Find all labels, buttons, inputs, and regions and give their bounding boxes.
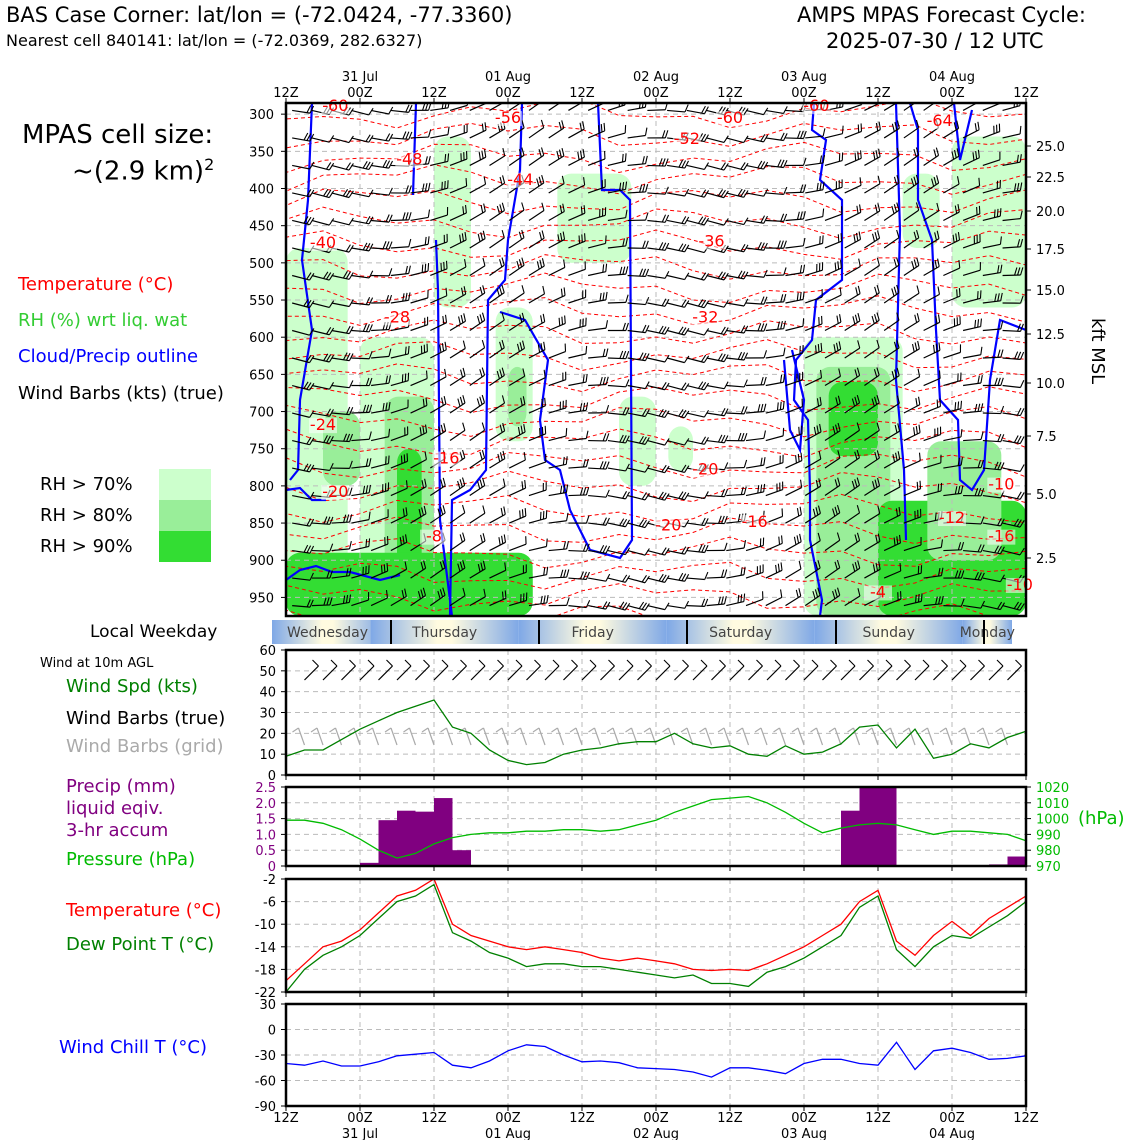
wind-barb-feather	[601, 124, 602, 132]
wind-barb-feather	[525, 508, 526, 516]
top-hour-label: 00Z	[939, 86, 965, 101]
wind-tick-label: 50	[259, 664, 276, 680]
bottom-hour-label: 12Z	[273, 1111, 299, 1126]
contour-label: -56	[494, 108, 522, 128]
wind-barb-feather	[782, 535, 783, 543]
top-hour-label: 00Z	[643, 86, 669, 101]
wind-barb-feather	[427, 371, 428, 379]
wind-barb-staff	[312, 551, 330, 552]
contour-label: -40	[309, 232, 337, 252]
wind-barb-feather	[384, 564, 385, 572]
pressure-tick-label: 1000	[1036, 812, 1070, 828]
bottom-date-label: 04 Aug	[928, 1127, 976, 1140]
wind-barb-feather	[446, 288, 447, 296]
top-hour-label: 12Z	[569, 86, 595, 101]
contour-label: -64	[926, 111, 953, 131]
precip-bar	[1008, 857, 1027, 866]
top-hour-label: 12Z	[1013, 86, 1039, 101]
top-hour-label: 12Z	[865, 86, 891, 101]
precip-bar	[416, 812, 435, 866]
cell-size-exponent: 2	[204, 155, 215, 174]
wind-barb-staff	[608, 302, 626, 303]
weekday-label: Monday	[959, 625, 1015, 641]
wind-barb-feather	[818, 344, 819, 352]
wind-barb-feather	[958, 401, 959, 409]
contour-label: -36	[698, 231, 725, 251]
kft-tick-label: 17.5	[1036, 243, 1065, 258]
temp-tick-label: -2	[263, 873, 276, 888]
wind-barb-feather	[581, 206, 582, 214]
wind-barb-feather	[821, 343, 822, 351]
wind-barb-feather	[559, 318, 560, 326]
wind-barb-feather	[920, 481, 921, 489]
top-hour-label: 00Z	[495, 86, 521, 101]
wind-barb-feather	[841, 233, 842, 241]
kft-tick-label: 22.5	[1036, 171, 1065, 186]
wind-barb-feather	[542, 399, 543, 407]
contour-label: -4	[870, 582, 886, 602]
pressure-tick-label: 300	[249, 108, 274, 124]
top-hour-label: 12Z	[273, 86, 299, 101]
contour-label: -20	[322, 482, 349, 502]
cross-section-panel	[249, 92, 1065, 634]
bottom-date-label: 02 Aug	[632, 1127, 680, 1140]
kft-msl-label: kft MSL	[1087, 318, 1108, 385]
bottom-hour-label: 12Z	[421, 1111, 447, 1126]
wind-barb-staff	[943, 606, 961, 607]
weekday-label: Sunday	[862, 625, 915, 641]
precip-tick-label: 1.5	[255, 812, 276, 828]
wind-tick-label: 0	[267, 769, 276, 784]
rh-region	[829, 382, 878, 456]
wind-barb-staff	[351, 358, 369, 359]
pressure-label: Pressure (hPa)	[66, 849, 196, 870]
wind-barb-feather	[855, 153, 856, 161]
header-subtitle-right: 2025-07-30 / 12 UTC	[826, 29, 1044, 53]
wind-barb-feather	[582, 234, 583, 242]
rh90-label: RH > 90%	[40, 536, 133, 557]
wind-barb-feather	[584, 205, 585, 213]
top-hour-label: 00Z	[347, 86, 373, 101]
wind-barbs-true-label: Wind Barbs (true)	[66, 708, 226, 729]
wind-barb-feather	[803, 318, 804, 326]
wind-barb-feather	[997, 209, 998, 217]
precip-bar	[860, 787, 879, 866]
bottom-date-label: 01 Aug	[484, 1127, 532, 1140]
temp-tick-label: -18	[254, 963, 276, 979]
weekday-band	[272, 620, 1015, 644]
local-weekday-label: Local Weekday	[90, 622, 218, 642]
wind-panel	[259, 644, 1026, 784]
wind-barb-feather	[744, 594, 745, 602]
weekday-label: Wednesday	[286, 625, 369, 641]
wind-barb-feather	[1020, 126, 1021, 134]
precip-tick-label: 2.5	[255, 781, 276, 796]
legend-temperature: Temperature (°C)	[18, 274, 174, 295]
contour-label: -44	[507, 169, 534, 189]
header-title-left: BAS Case Corner: lat/lon = (-72.0424, -77.3360)	[6, 3, 513, 27]
contour-label: -16	[741, 511, 768, 531]
legend-cloud: Cloud/Precip outline	[18, 346, 199, 367]
cell-size-label: MPAS cell size:	[22, 120, 214, 150]
kft-tick-label: 20.0	[1036, 205, 1065, 220]
wind-barb-feather	[625, 153, 626, 161]
pressure-tick-label: 800	[249, 479, 274, 495]
contour-label: -10	[1006, 574, 1033, 594]
wind-barb-feather	[895, 95, 897, 103]
wind-barb-feather	[445, 154, 446, 162]
bottom-hour-label: 00Z	[791, 1111, 817, 1126]
wind-tick-label: 20	[259, 727, 276, 743]
wind-barb-feather	[566, 428, 567, 436]
precip-bar	[841, 811, 860, 866]
contour-label: -60	[322, 96, 349, 116]
legend-wind-barbs: Wind Barbs (kts) (true)	[18, 383, 224, 404]
temp-tick-label: -10	[254, 918, 276, 934]
wind-barb-feather	[979, 178, 980, 186]
wind-barb-feather	[545, 398, 546, 406]
top-date-label: 02 Aug	[632, 70, 680, 85]
contour-label: -60	[716, 108, 744, 128]
wind-barb-feather	[934, 94, 936, 102]
wind-barb-feather	[918, 594, 919, 602]
rh70-label: RH > 70%	[40, 474, 133, 495]
wind-barb-feather	[586, 346, 587, 354]
wind-barb-feather	[779, 537, 780, 545]
wind-barb-feather	[448, 153, 449, 161]
kft-tick-label: 15.0	[1036, 284, 1065, 299]
temp-tick-label: -6	[263, 895, 276, 911]
wind-barb-feather	[780, 402, 781, 410]
chill-tick-label: -90	[254, 1100, 276, 1115]
kft-tick-label: 2.5	[1036, 552, 1057, 567]
chill-tick-label: -30	[254, 1049, 276, 1064]
header-title-right: AMPS MPAS Forecast Cycle:	[797, 3, 1086, 27]
top-date-label: 04 Aug	[928, 70, 976, 85]
wind-barb-feather	[502, 592, 503, 600]
temperature-panel	[255, 873, 1026, 1001]
wind-barb-feather	[914, 94, 916, 102]
weekday-label: Saturday	[709, 625, 773, 641]
pressure-tick-label: 950	[249, 591, 274, 607]
wind-barb-feather	[562, 317, 563, 325]
legend-rh: RH (%) wrt liq. wat	[18, 310, 188, 331]
bottom-hour-label: 00Z	[939, 1111, 965, 1126]
bottom-hour-label: 12Z	[717, 1111, 743, 1126]
precip-label-2: liquid eqiv.	[66, 798, 164, 819]
wind-barb-feather	[599, 125, 600, 133]
wind-barb-feather	[900, 563, 901, 571]
contour-label: -48	[396, 149, 423, 169]
bottom-hour-label: 00Z	[643, 1111, 669, 1126]
windchill-label: Wind Chill T (°C)	[59, 1037, 207, 1058]
contour-label: -52	[673, 128, 700, 148]
precip-tick-label: 0.5	[255, 844, 276, 860]
top-date-label: 01 Aug	[484, 70, 532, 85]
wind-barb-feather	[561, 93, 563, 101]
contour-label: -24	[309, 415, 337, 435]
precip-tick-label: 2.0	[255, 796, 276, 812]
contour-label: -16	[988, 526, 1015, 546]
wind-barb-feather	[579, 235, 580, 243]
contour-label: -8	[426, 526, 442, 546]
precip-bar	[878, 787, 897, 866]
precip-bar	[434, 798, 453, 866]
wind-barb-feather	[407, 480, 408, 488]
wind-tick-label: 40	[259, 685, 276, 701]
pressure-tick-label: 400	[249, 182, 274, 198]
top-hour-label: 00Z	[791, 86, 817, 101]
top-date-label: 31 Jul	[341, 70, 379, 85]
wind-barb-feather	[1000, 208, 1001, 216]
bottom-hour-label: 12Z	[569, 1111, 595, 1126]
rh80-label: RH > 80%	[40, 505, 133, 526]
kft-tick-label: 7.5	[1036, 430, 1057, 445]
wind-barb-feather	[604, 95, 605, 103]
wind-tick-label: 10	[259, 748, 276, 764]
contour-label: -20	[692, 459, 719, 479]
wind-barb-feather	[939, 370, 940, 378]
pressure-tick-label: 1010	[1036, 796, 1070, 812]
wind-barb-feather	[955, 402, 956, 410]
pressure-tick-label: 980	[1036, 844, 1061, 860]
wind-barb-feather	[898, 93, 900, 101]
wind-barb-feather	[381, 565, 382, 573]
wind-barb-feather	[539, 94, 541, 102]
pressure-tick-label: 850	[249, 517, 274, 533]
wind-barb-feather	[604, 123, 605, 131]
wind-barb-feather	[741, 594, 742, 602]
wind-barb-feather	[505, 590, 506, 598]
temp-tick-label: -14	[254, 940, 276, 956]
bottom-date-label: 31 Jul	[341, 1127, 379, 1140]
wind-barb-feather	[916, 595, 917, 603]
pressure-tick-label: 900	[249, 554, 274, 570]
kft-tick-label: 5.0	[1036, 488, 1057, 503]
weekday-label: Thursday	[412, 625, 478, 641]
wind-barb-feather	[565, 316, 566, 324]
wind-tick-label: 60	[259, 644, 276, 659]
wind-barb-feather	[541, 92, 543, 100]
wind-barb-feather	[816, 345, 817, 353]
wind-barb-feather	[522, 93, 524, 101]
wind-barb-feather	[422, 265, 423, 273]
kft-tick-label: 10.0	[1036, 377, 1065, 392]
pressure-tick-label: 350	[249, 145, 274, 161]
weekday-label: Friday	[571, 625, 614, 641]
wind-barb-feather	[405, 347, 406, 355]
bottom-hour-label: 12Z	[1013, 1111, 1039, 1126]
kft-tick-label: 25.0	[1036, 140, 1065, 155]
wind-barb-feather	[861, 150, 862, 158]
pressure-tick-label: 550	[249, 294, 274, 310]
wind-barb-feather	[425, 264, 426, 272]
wind-barb-feather	[783, 401, 784, 409]
precip-label-1: Precip (mm)	[66, 776, 176, 797]
precip-tick-label: 0	[267, 860, 276, 875]
precip-tick-label: 1.0	[255, 828, 276, 844]
precip-bar	[453, 850, 472, 866]
wind-barb-feather	[977, 94, 978, 102]
top-hour-label: 12Z	[421, 86, 447, 101]
wind-barb-feather	[917, 482, 918, 490]
wind-barb-feather	[799, 427, 800, 435]
temperature-label: Temperature (°C)	[66, 900, 222, 921]
chill-tick-label: 0	[267, 1023, 276, 1039]
chill-tick-label: 30	[259, 998, 276, 1013]
contour-label: -16	[433, 448, 460, 468]
contour-label: -60	[803, 96, 830, 116]
wind-barb-feather	[959, 288, 960, 296]
wind-barb-feather	[838, 234, 839, 242]
pressure-tick-label: 600	[249, 331, 274, 347]
wind-barb-feather	[520, 510, 521, 518]
rh-region	[952, 136, 1026, 307]
wind-barb-feather	[386, 456, 387, 464]
wind-barb-feather	[369, 538, 370, 546]
pressure-tick-label: 750	[249, 442, 274, 458]
wind-barb-staff	[647, 110, 665, 111]
wind-barb-feather	[802, 426, 803, 434]
contour-label: -12	[938, 508, 966, 528]
kft-tick-label: 12.5	[1036, 328, 1065, 343]
wind-barb-feather	[961, 401, 962, 409]
wind-barb-feather	[858, 152, 859, 160]
wind-barb-feather	[738, 595, 739, 603]
wind-barb-feather	[777, 402, 778, 410]
precip-pressure-panel	[255, 781, 1069, 875]
wind-tick-label: 30	[259, 706, 276, 722]
precip-label-3: 3-hr accum	[66, 820, 169, 841]
wind-barb-feather	[994, 210, 995, 218]
wind-barb-feather	[921, 593, 922, 601]
bottom-hour-label: 00Z	[495, 1111, 521, 1126]
pressure-tick-label: 970	[1036, 860, 1061, 875]
wind-barb-feather	[387, 563, 388, 571]
wind-barb-feather	[917, 93, 919, 101]
pressure-tick-label: 1020	[1036, 781, 1070, 796]
wind-barb-feather	[622, 154, 623, 162]
contour-label: -10	[988, 474, 1015, 494]
contour-label: -28	[383, 307, 411, 327]
temp-tick-label: -22	[254, 986, 276, 1001]
pressure-tick-label: 450	[249, 219, 274, 235]
pressure-tick-label: 500	[249, 256, 274, 272]
wind-barb-feather	[408, 346, 409, 354]
wind-barb-staff	[983, 413, 1001, 414]
wind-barb-feather	[546, 539, 547, 547]
wind-10m-label: Wind at 10m AGL	[40, 656, 154, 671]
top-hour-label: 12Z	[717, 86, 743, 101]
wind-barb-feather	[957, 289, 958, 297]
contour-label: -32	[692, 307, 719, 327]
bottom-hour-label: 12Z	[865, 1111, 891, 1126]
wind-barb-feather	[428, 263, 429, 271]
header-subtitle-left: Nearest cell 840141: lat/lon = (-72.0369, 282.6327)	[6, 31, 423, 50]
wind-barb-feather	[585, 233, 586, 241]
pressure-tick-label: 700	[249, 405, 274, 421]
pressure-tick-label: 990	[1036, 828, 1061, 844]
wind-barbs-grid-label: Wind Barbs (grid)	[66, 736, 224, 757]
hpa-unit-label: (hPa)	[1078, 808, 1125, 829]
wind-barb-feather	[606, 235, 607, 243]
wind-barb-feather	[522, 509, 523, 517]
wind-barb-feather	[842, 126, 843, 134]
cell-size-value-text: ~(2.9 km)	[72, 156, 205, 187]
bottom-hour-label: 00Z	[347, 1111, 373, 1126]
dewpoint-label: Dew Point T (°C)	[66, 934, 215, 955]
wind-barb-feather	[366, 539, 367, 547]
wind-speed-label: Wind Spd (kts)	[66, 676, 198, 697]
wind-barb-feather	[466, 178, 467, 186]
precip-bar	[379, 820, 398, 866]
pressure-tick-label: 650	[249, 368, 274, 384]
wind-barb-feather	[389, 456, 390, 464]
contour-label: -20	[655, 515, 682, 535]
windchill-panel	[255, 998, 1026, 1115]
bottom-date-label: 03 Aug	[780, 1127, 828, 1140]
wind-barb-feather	[936, 92, 938, 100]
top-date-label: 03 Aug	[780, 70, 828, 85]
chill-tick-label: -60	[254, 1074, 276, 1090]
